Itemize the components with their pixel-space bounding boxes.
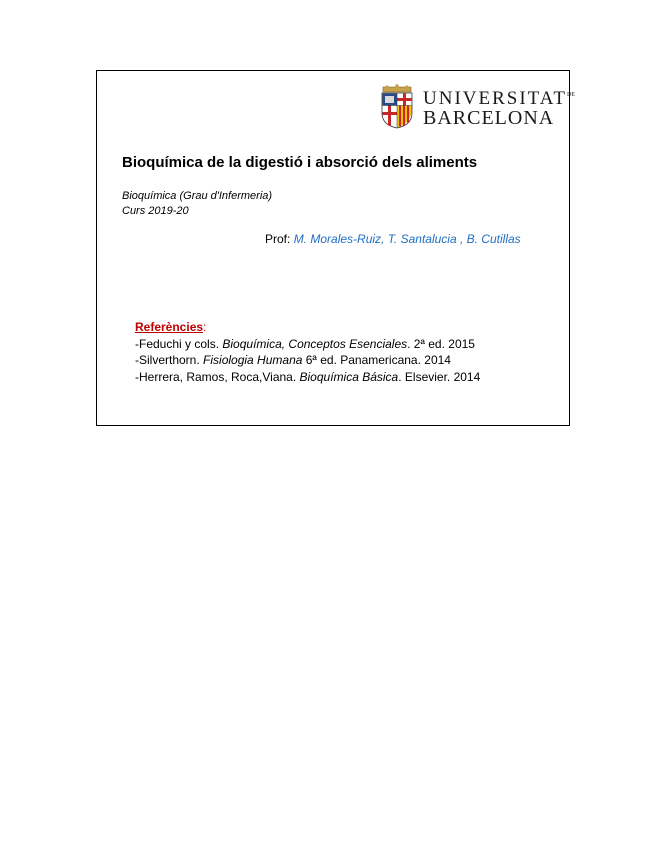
references xyxy=(135,319,480,385)
reference-item: -Herrera, Ramos, Roca,Viana. Bioquímica Básica. Elsevier. 2014 xyxy=(135,369,481,384)
slide xyxy=(96,70,575,426)
logo-barcelona-text: BARCELONA xyxy=(423,107,555,129)
professors-line xyxy=(265,232,521,246)
references-heading: Referències xyxy=(135,320,204,334)
university-logo xyxy=(379,83,575,129)
course-line: Curs 2019-20 xyxy=(122,205,189,217)
subject-line: Bioquímica (Grau d'Infermeria) xyxy=(122,190,273,202)
reference-item: -Feduchi y cols. Bioquímica, Conceptos Esenciales. 2ª ed. 2015 xyxy=(135,336,475,351)
slide-title: Bioquímica de la digestió i absorció dels aliments xyxy=(122,154,478,171)
reference-item: -Silverthorn. Fisiologia Humana 6ª ed. Panamericana. 2014 xyxy=(135,353,451,367)
prof-label: Prof: xyxy=(265,232,294,246)
references-heading-line: Referències: xyxy=(135,320,207,334)
university-crest-icon xyxy=(379,83,415,129)
prof-names: M. Morales-Ruiz, T. Santalucia , B. Cutillas xyxy=(293,232,521,246)
logo-university-text: $UNIVERSITAT^{DE}$ xyxy=(423,88,575,109)
